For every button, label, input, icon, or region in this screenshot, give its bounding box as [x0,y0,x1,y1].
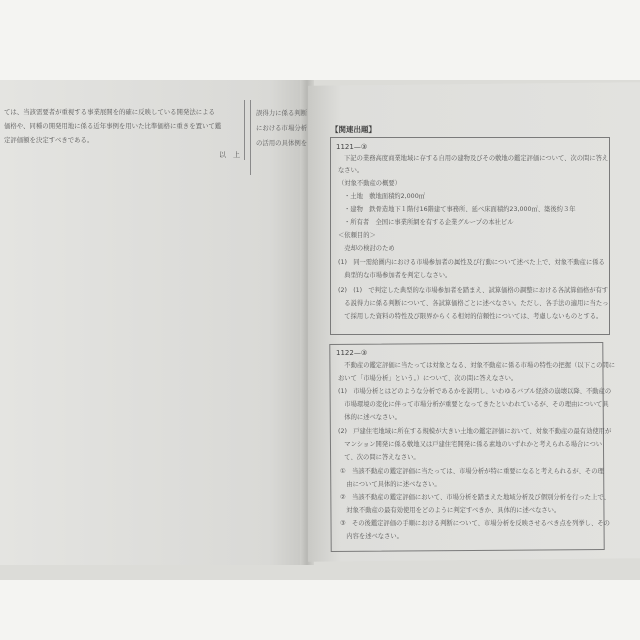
left-page-paragraph [4,105,244,147]
question-line: (2) 戸建住宅地域に所在する規模が大きい土地の鑑定評価において、対象不動産の最有効使用が [338,428,612,435]
margin-note [256,106,307,151]
question-line: (2) (1) で判定した典型的な市場参加者を踏まえ、試算価格の調整における各試算価格が有す [338,287,609,294]
question-line: ③ その後鑑定評価の手順における判断について、市場分析を反映させるべき点を列挙し、その [340,520,610,527]
left-line: 価格や、同種の開発用地に係る近年事例を用いた比準価格に重きを置いて鑑 [4,122,222,130]
question-line: 不動産の鑑定評価に当たっては対象となる、対象不動産に係る市場の特性の把握（以下この間に [338,362,616,369]
question-line: ・所有者 全国に事業所網を有する企業グループの本社ビル [344,219,514,226]
question-line: （対象不動産の概要） [338,180,401,187]
question-line: て採用した資料の特性及び限界からくる相対的信頼性については、考慮しないものとする。 [338,313,603,320]
question-line: て、次の問に答えなさい。 [338,454,420,461]
question-line: 由について具体的に述べなさい。 [340,481,441,488]
question-line: 市場環境の変化に伴って市場分析が重要となってきたといわれているが、その理由について具 [338,401,609,408]
question-line: 対象不動産の最有効使用をどのように判定すべきか、具体的に述べなさい。 [340,507,561,514]
left-line: 定評価額を決定すべきである。 [4,136,94,144]
question-line: 下記の業務高度商業地域に存する自用の建物及びその敷地の鑑定評価について、次の問に答え [344,155,609,162]
margin-line: における市場分析 [256,124,308,132]
question-line: (1) 市場分析とはどのような分析であるかを説明し、いわゆるバブル経済の崩壊以降、不動産の [338,388,612,395]
question-line: 内容を述べなさい。 [340,533,403,540]
question-line: ＜依頼目的＞ [338,232,376,239]
question-line: ・土地 敷地面積約2,000㎡ [344,193,425,200]
left-line: ては、当該需要者が重視する事業展開を的確に反映している開発法による [4,108,215,116]
margin-line: の活用の具体例を [256,139,308,147]
question-line: (1) 同一需給圏内における市場参加者の属性及び行動について述べた上で、対象不動産に係る [338,259,605,266]
question-line: マンション開発に係る敷地又は戸建住宅開発に係る素地のいずれかと考えられる場合につい [338,441,603,448]
question-line: なさい。 [338,167,364,174]
question-line: る説得力に係る判断について、各試算価格ごとに述べなさい。ただし、各手法の適用に当たっ [338,300,609,307]
question-line: ・建物 鉄骨造地下１階付16階建て事務所、延べ床面積約23,000㎡、築後約３年 [344,206,576,213]
question-line: 典型的な市場参加者を判定しなさい。 [338,272,452,279]
question-line: ① 当該不動産の鑑定評価に当たっては、市場分析が特に重要になると考えられるが、その理 [340,468,604,475]
margin-line: 誤得力に係る判断 [256,109,308,117]
question-line: 体的に述べなさい。 [338,414,401,421]
question-line: 売却の検討のため [338,245,395,252]
question-number: 1122—③ [336,349,368,357]
closing-mark: 以 上 [219,151,240,159]
section-heading: 【関連出題】 [331,125,376,134]
divider-line [250,100,251,175]
question-line: ② 当該不動産の鑑定評価において、市場分析を踏まえた地域分析及び個別分析を行った上で、 [340,494,610,501]
left-page [0,80,306,565]
question-number: 1121—③ [336,143,368,151]
divider-line [244,100,245,160]
question-line: おいて「市場分析」という。）について、次の問に答えなさい。 [338,375,518,382]
